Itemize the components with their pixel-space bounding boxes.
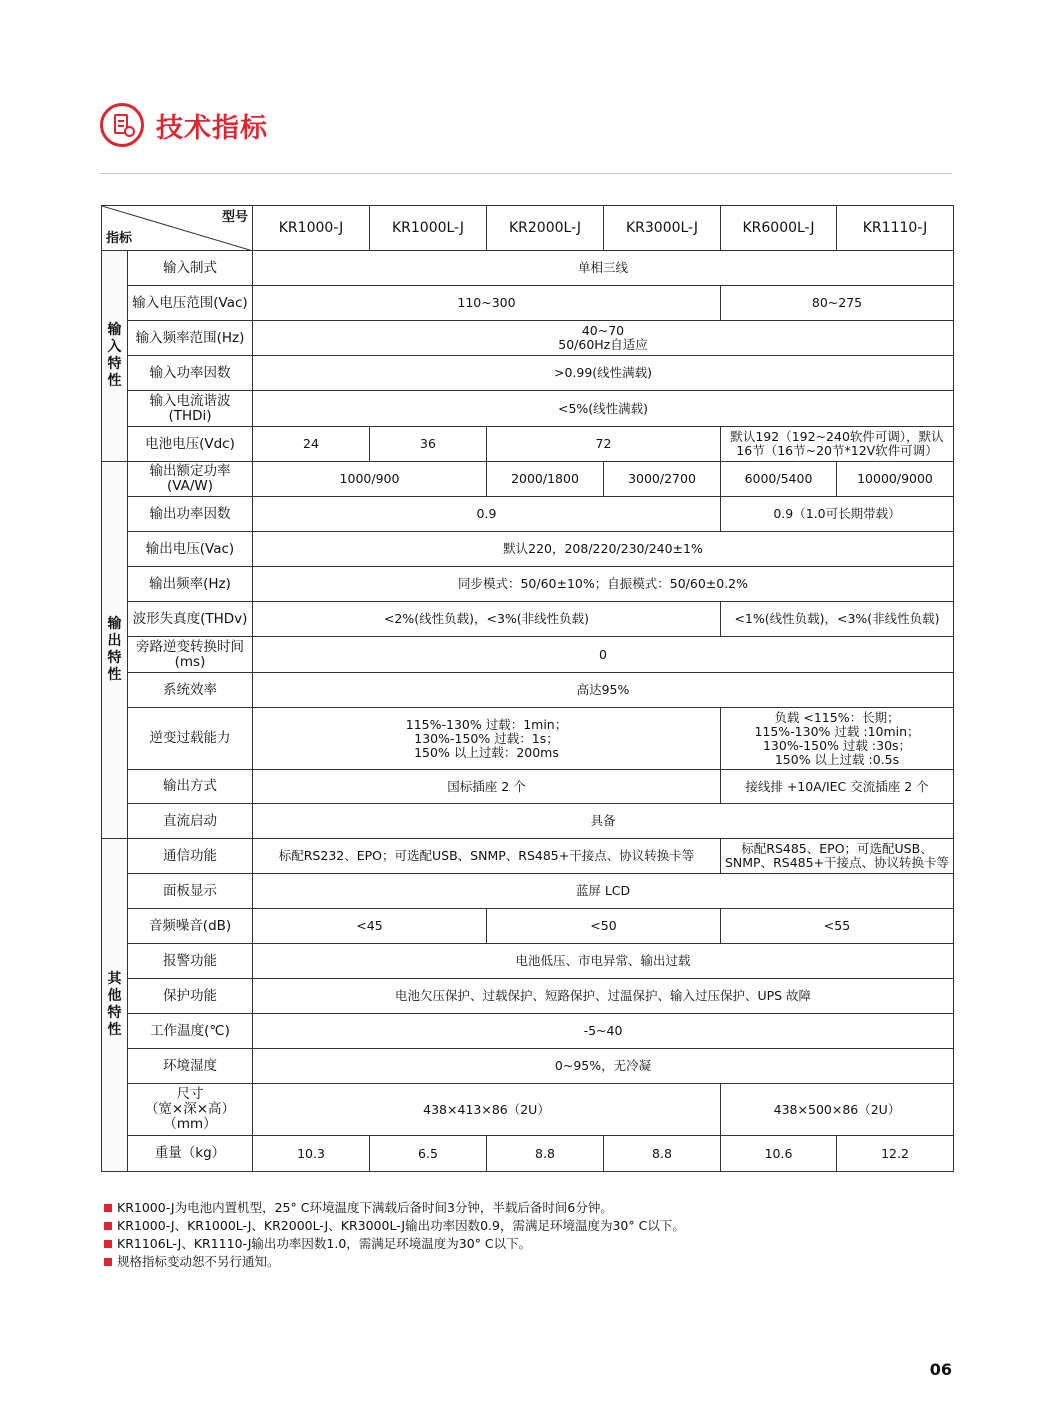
- row-label: 输入电压范围(Vac): [128, 286, 253, 321]
- table-row: [102, 602, 954, 637]
- cell-value: 115%-130% 过载：1min； 130%-150% 过载：1s； 150% 以上过载：200ms: [253, 708, 721, 770]
- cell-value: 标配RS232、EPO；可选配USB、SNMP、RS485+干接点、协议转换卡等: [253, 839, 721, 874]
- cell-value: 0~95%，无冷凝: [253, 1049, 954, 1084]
- cell-value: 72: [487, 427, 721, 462]
- cell-value: 默认220，208/220/230/240±1%: [253, 532, 954, 567]
- footnote: 规格指标变动恕不另行通知。: [104, 1253, 964, 1271]
- cell-value: <55: [721, 909, 954, 944]
- cell-value: <5%(线性满载): [253, 391, 954, 427]
- bullet-square-icon: [104, 1240, 112, 1248]
- cell-value: 438×413×86（2U）: [253, 1084, 721, 1136]
- table-row: [102, 1084, 954, 1136]
- footnotes: [104, 1199, 964, 1271]
- cell-value: 高达95%: [253, 673, 954, 708]
- cell-value: 国标插座 2 个: [253, 770, 721, 804]
- cell-value: 同步模式：50/60±10%；自振模式：50/60±0.2%: [253, 567, 954, 602]
- cell-value: 10000/9000: [837, 462, 954, 497]
- row-label: 直流启动: [128, 804, 253, 839]
- cell-value: >0.99(线性满载): [253, 356, 954, 391]
- cell-value: 40~70 50/60Hz自适应: [253, 321, 954, 356]
- cell-value: 12.2: [837, 1136, 954, 1172]
- table-row: [102, 497, 954, 532]
- cell-value: 1000/900: [253, 462, 487, 497]
- model-header: KR3000L-J: [604, 206, 721, 251]
- cell-value: 6.5: [370, 1136, 487, 1172]
- cell-value: 负载 <115%：长期； 115%-130% 过载 :10min； 130%-150% 过载 :30s； 150% 以上过载 :0.5s: [721, 708, 954, 770]
- table-row: [102, 1136, 954, 1172]
- row-label: 报警功能: [128, 944, 253, 979]
- table-row: [102, 427, 954, 462]
- table-row: [102, 532, 954, 567]
- table-row: [102, 391, 954, 427]
- table-row: [102, 874, 954, 909]
- table-row: [102, 462, 954, 497]
- document-gear-icon: [100, 103, 144, 147]
- footnote: KR1106L-J、KR1110-J输出功率因数1.0，需满足环境温度为30° C以下。: [104, 1235, 964, 1253]
- row-label: 通信功能: [128, 839, 253, 874]
- cell-value: 0: [253, 637, 954, 673]
- model-header: KR2000L-J: [487, 206, 604, 251]
- row-label: 输出功率因数: [128, 497, 253, 532]
- row-label: 音频噪音(dB): [128, 909, 253, 944]
- model-header: KR1000-J: [253, 206, 370, 251]
- cell-value: 80~275: [721, 286, 954, 321]
- table-row: [102, 770, 954, 804]
- row-label: 输出额定功率(VA/W): [128, 462, 253, 497]
- category-other: 其他特性: [102, 839, 128, 1172]
- cell-value: <45: [253, 909, 487, 944]
- cell-value: 电池低压、市电异常、输出过载: [253, 944, 954, 979]
- cell-value: 8.8: [487, 1136, 604, 1172]
- table-row: [102, 637, 954, 673]
- table-row: [102, 1014, 954, 1049]
- row-label: 电池电压(Vdc): [128, 427, 253, 462]
- row-label: 面板显示: [128, 874, 253, 909]
- bullet-square-icon: [104, 1222, 112, 1230]
- corner-index-label: 指标: [106, 231, 133, 246]
- cell-value: 默认192（192~240软件可调），默认16节（16节~20节*12V软件可调）: [721, 427, 954, 462]
- row-label: 输出频率(Hz): [128, 567, 253, 602]
- row-label: 逆变过载能力: [128, 708, 253, 770]
- table-row: [102, 839, 954, 874]
- table-row: [102, 567, 954, 602]
- cell-value: 6000/5400: [721, 462, 837, 497]
- category-input: 输入特性: [102, 251, 128, 462]
- spec-table: [101, 205, 954, 1172]
- table-row: [102, 356, 954, 391]
- cell-value: 24: [253, 427, 370, 462]
- cell-value: 2000/1800: [487, 462, 604, 497]
- cell-value: 10.6: [721, 1136, 837, 1172]
- row-label: 波形失真度(THDv): [128, 602, 253, 637]
- corner-model-label: 型号: [221, 210, 248, 225]
- corner-cell: [102, 206, 253, 251]
- cell-value: 438×500×86（2U）: [721, 1084, 954, 1136]
- row-label: 系统效率: [128, 673, 253, 708]
- row-label: 环境湿度: [128, 1049, 253, 1084]
- cell-value: 8.8: [604, 1136, 721, 1172]
- cell-value: 具备: [253, 804, 954, 839]
- cell-value: 接线排 +10A/IEC 交流插座 2 个: [721, 770, 954, 804]
- model-header: KR1000L-J: [370, 206, 487, 251]
- table-row: [102, 673, 954, 708]
- table-row: [102, 321, 954, 356]
- footnote: KR1000-J、KR1000L-J、KR2000L-J、KR3000L-J输出功率因数0.9，需满足环境温度为30° C以下。: [104, 1217, 964, 1235]
- cell-value: 0.9: [253, 497, 721, 532]
- cell-value: <2%(线性负载)，<3%(非线性负载): [253, 602, 721, 637]
- table-row: [102, 909, 954, 944]
- row-label: 输入功率因数: [128, 356, 253, 391]
- row-label: 保护功能: [128, 979, 253, 1014]
- row-label: 工作温度(℃): [128, 1014, 253, 1049]
- table-row: [102, 979, 954, 1014]
- row-label: 输出电压(Vac): [128, 532, 253, 567]
- model-header: KR6000L-J: [721, 206, 837, 251]
- cell-value: -5~40: [253, 1014, 954, 1049]
- table-row: [102, 708, 954, 770]
- cell-value: 0.9（1.0可长期带载）: [721, 497, 954, 532]
- cell-value: 10.3: [253, 1136, 370, 1172]
- row-label: 输出方式: [128, 770, 253, 804]
- page-number: 06: [929, 1360, 952, 1379]
- page-header: [100, 100, 268, 150]
- table-row: [102, 804, 954, 839]
- table-row: [102, 251, 954, 286]
- model-header: KR1110-J: [837, 206, 954, 251]
- table-row: [102, 944, 954, 979]
- row-label: 输入制式: [128, 251, 253, 286]
- footnote: KR1000-J为电池内置机型，25° C环境温度下满载后备时间3分钟，半载后备时间6分钟。: [104, 1199, 964, 1217]
- cell-value: <1%(线性负载)，<3%(非线性负载): [721, 602, 954, 637]
- bullet-square-icon: [104, 1258, 112, 1266]
- bullet-square-icon: [104, 1204, 112, 1212]
- row-label: 重量（kg）: [128, 1136, 253, 1172]
- category-output: 输出特性: [102, 462, 128, 839]
- divider: [100, 173, 952, 174]
- cell-value: 标配RS485、EPO；可选配USB、SNMP、RS485+干接点、协议转换卡等: [721, 839, 954, 874]
- row-label: 尺寸 （宽×深×高） （mm）: [128, 1084, 253, 1136]
- cell-value: 3000/2700: [604, 462, 721, 497]
- cell-value: 蓝屏 LCD: [253, 874, 954, 909]
- table-header-row: [102, 206, 954, 251]
- cell-value: 单相三线: [253, 251, 954, 286]
- cell-value: 电池欠压保护、过载保护、短路保护、过温保护、输入过压保护、UPS 故障: [253, 979, 954, 1014]
- row-label: 旁路逆变转换时间(ms): [128, 637, 253, 673]
- cell-value: <50: [487, 909, 721, 944]
- cell-value: 110~300: [253, 286, 721, 321]
- table-row: [102, 1049, 954, 1084]
- row-label: 输入电流谐波(THDi): [128, 391, 253, 427]
- row-label: 输入频率范围(Hz): [128, 321, 253, 356]
- page-title: 技术指标: [156, 112, 268, 144]
- cell-value: 36: [370, 427, 487, 462]
- table-row: [102, 286, 954, 321]
